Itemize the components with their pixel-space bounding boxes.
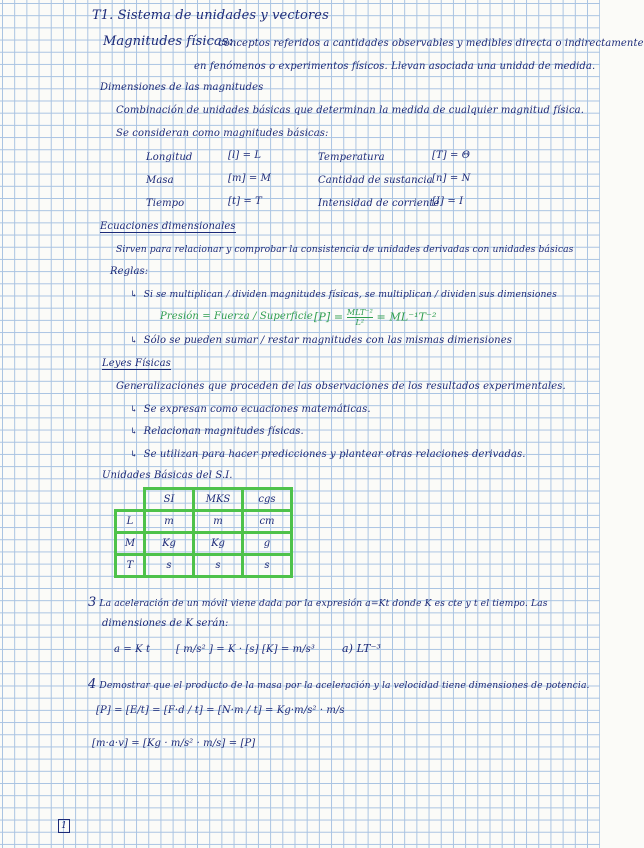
basic-name: Cantidad de sustancia: [318, 175, 433, 186]
exercise-3-statement: 3 La aceleración de un móvil viene dada por la expresión a=Kt donde K es cte y t el tiempo. Las: [88, 595, 548, 610]
example-fraction: $\frac{\text{MLT⁻²}}{\text{L²}}$: [346, 308, 373, 327]
magnitudes-text-2: en fenómenos o experimentos físicos. Llevan asociada una unidad de medida.: [194, 61, 596, 72]
row-header: L: [116, 511, 145, 533]
column-header: MKS: [194, 489, 243, 511]
table-cell: cm: [243, 511, 292, 533]
exercise-number: 4: [88, 677, 97, 692]
arrow-bullet-icon: ↳: [130, 336, 138, 346]
exercise-3-eq-1: a = K t: [114, 644, 151, 655]
exercise-3-answer: a) LT⁻³: [342, 642, 382, 655]
magnitudes-label: Magnitudes físicas:: [103, 34, 234, 49]
arrow-bullet-icon: ↳: [130, 290, 138, 300]
page-title: T1. Sistema de unidades y vectores: [92, 8, 329, 23]
example-text: Presión = Fuerza / Superficie: [160, 311, 313, 322]
table-cell: Kg: [194, 533, 243, 555]
table-cell: m: [194, 511, 243, 533]
basic-symbol: [t] = T: [228, 196, 262, 207]
leyes-item: ↳ Relacionan magnitudes físicas.: [130, 426, 304, 437]
basic-symbol: [l] = L: [228, 150, 262, 161]
basic-name: Tiempo: [146, 198, 185, 209]
example-rhs: = ML⁻¹T⁻²: [376, 310, 437, 324]
exercise-3-eq-2: [ m/s² ] = K · [s]: [176, 644, 259, 655]
table-cell: Kg: [145, 533, 194, 555]
column-header: cgs: [243, 489, 292, 511]
rule-2: ↳ Sólo se pueden sumar / restar magnitudes con las mismas dimensiones: [130, 335, 512, 346]
exercise-4-line-2: [m·a·v] = [Kg · m/s² · m/s] = [P]: [92, 738, 256, 749]
leyes-item: ↳ Se utilizan para hacer predicciones y plantear otras relaciones derivadas.: [130, 449, 526, 460]
table-cell: s: [243, 555, 292, 577]
arrow-bullet-icon: ↳: [130, 427, 138, 437]
dimensiones-heading: Dimensiones de las magnitudes: [100, 82, 264, 93]
basic-name: Masa: [146, 175, 174, 186]
ecuaciones-text-1: Sirven para relacionar y comprobar la consistencia de unidades derivadas con unidades básicas: [116, 244, 574, 255]
page-number: 1: [58, 819, 70, 833]
table-row: [116, 511, 292, 533]
arrow-bullet-icon: ↳: [130, 450, 138, 460]
basic-name: Intensidad de corriente: [318, 198, 440, 209]
exercise-number: 3: [88, 595, 97, 610]
table-header-row: [116, 489, 292, 511]
table-cell: m: [145, 511, 194, 533]
ecuaciones-heading: Ecuaciones dimensionales: [100, 221, 236, 232]
basic-symbol: [T] = Θ: [432, 150, 471, 161]
exercise-4-line-1: [P] = [E/t] = [F·d / t] = [N·m / t] = Kg·m/s² · m/s: [96, 705, 345, 716]
table-cell: g: [243, 533, 292, 555]
table-row: [116, 533, 292, 555]
table-cell: s: [194, 555, 243, 577]
reglas-label: Reglas:: [110, 266, 149, 277]
table-row: [116, 555, 292, 577]
leyes-item: ↳ Se expresan como ecuaciones matemáticas.: [130, 404, 371, 415]
basic-symbol: [I] = I: [432, 196, 464, 207]
units-table: [114, 487, 293, 578]
basic-symbol: [m] = M: [228, 173, 271, 184]
exercise-3-eq-3: [K] = m/s³: [262, 644, 316, 655]
basic-name: Temperatura: [318, 152, 385, 163]
row-header: M: [116, 533, 145, 555]
arrow-bullet-icon: ↳: [130, 405, 138, 415]
exercise-3-statement-2: dimensiones de K serán:: [102, 618, 229, 629]
dimensiones-text-2: Se consideran como magnitudes básicas:: [116, 128, 329, 139]
magnitudes-text-1: conceptos referidos a cantidades observables y medibles directa o indirectamente: [218, 38, 644, 49]
exercise-4-statement: 4 Demostrar que el producto de la masa por la aceleración y la velocidad tiene dimensiones de potencia.: [88, 677, 590, 692]
leyes-text-1: Generalizaciones que proceden de las observaciones de los resultados experimentales.: [116, 381, 566, 392]
rule-1: ↳ Si se multiplican / dividen magnitudes físicas, se multiplican / dividen sus dimensiones: [130, 289, 557, 300]
example-equation: [314, 308, 437, 327]
leyes-heading: Leyes Físicas: [102, 358, 171, 369]
dimensiones-text-1: Combinación de unidades básicas que determinan la medida de cualquier magnitud física.: [116, 105, 584, 116]
column-header: SI: [145, 489, 194, 511]
table-corner-cell: [116, 489, 145, 511]
table-cell: s: [145, 555, 194, 577]
example-lhs: [P] =: [314, 310, 344, 324]
basic-name: Longitud: [146, 152, 193, 163]
basic-symbol: [n] = N: [432, 173, 471, 184]
row-header: T: [116, 555, 145, 577]
unidades-heading: Unidades Básicas del S.I.: [102, 470, 233, 481]
